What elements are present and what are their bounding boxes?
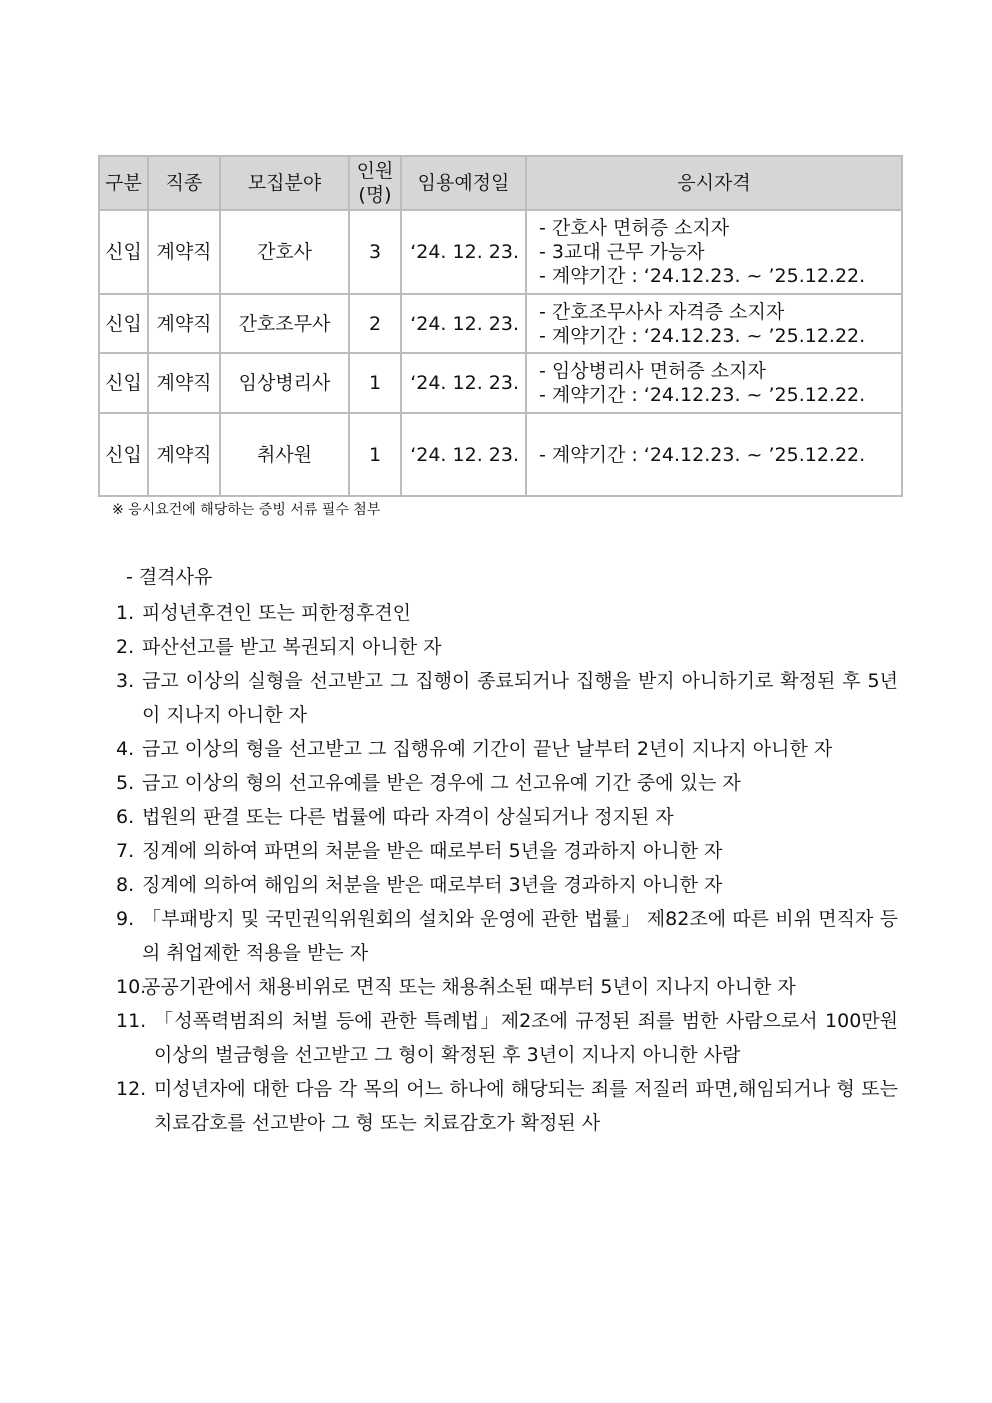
cell-date: ‘24. 12. 23. [401,353,526,413]
cell-date: ‘24. 12. 23. [401,210,526,294]
table-row [99,294,902,353]
table-row [99,353,902,413]
qualification-line: - 임상병리사 면허증 소지자 [539,360,766,382]
table-header-row [99,156,902,210]
list-item-text: 미성년자에 대한 다음 각 목의 어느 하나에 해당되는 죄를 저질러 파면,해임되거나 형 또는 치료감호를 선고받아 그 형 또는 치료감호가 확정된 사 [154,1078,898,1134]
header-date: 임용예정일 [401,156,526,210]
list-item-number: 4. [116,738,135,760]
cell-job-type: 계약직 [148,353,220,413]
cell-field: 간호사 [220,210,349,294]
list-item-number: 6. [116,806,135,828]
table-row [99,210,902,294]
list-item-number: 5. [116,772,135,794]
qualification-line: - 계약기간 : ‘24.12.23. ~ ’25.12.22. [539,324,866,347]
table-footnote: ※ 응시요건에 해당하는 증빙 서류 필수 첨부 [112,502,381,518]
header-qualification: 응시자격 [526,156,902,210]
list-item-number: 12. [116,1078,147,1100]
qualification-line: - 간호사 면허증 소지자 [539,217,730,239]
qualification-line: - 3교대 근무 가능자 [539,241,705,263]
list-item [116,1072,898,1140]
table-row [99,413,902,496]
cell-field: 임상병리사 [220,353,349,413]
cell-qualification [526,210,902,294]
list-item-number: 1. [116,602,135,624]
section-heading: - 결격사유 [126,566,213,588]
qualification-line: - 계약기간 : ‘24.12.23. ~ ’25.12.22. [539,384,866,406]
cell-job-type: 계약직 [148,294,220,353]
list-item-text: 금고 이상의 형의 선고유예를 받은 경우에 그 선고유예 기간 중에 있는 자 [142,772,741,794]
cell-qualification [526,294,902,353]
cell-count: 1 [349,413,401,496]
list-item-number: 11. [116,1010,147,1032]
cell-division: 신입 [99,210,148,294]
cell-qualification [526,353,902,413]
qualification-line: - 계약기간 : ‘24.12.23. ~ ’25.12.22. [539,265,866,287]
qualification-line: - 계약기간 : ‘24.12.23. ~ ’25.12.22. [539,443,866,466]
cell-date: ‘24. 12. 23. [401,413,526,496]
list-item-text: 금고 이상의 형을 선고받고 그 집행유예 기간이 끝난 날부터 2년이 지나지 아니한 자 [142,738,833,760]
list-item-number: 2. [116,636,135,658]
list-item-text: 법원의 판결 또는 다른 법률에 따라 자격이 상실되거나 정지된 자 [142,806,674,828]
qualification-line: - 간호조무사사 자격증 소지자 [539,300,785,323]
header-count [349,156,401,210]
cell-count: 3 [349,210,401,294]
list-item-number: 10. [116,976,147,998]
cell-count: 2 [349,294,401,353]
recruitment-table [98,155,903,497]
cell-field: 취사원 [220,413,349,496]
cell-division: 신입 [99,294,148,353]
list-item [116,800,898,834]
header-field: 모집분야 [220,156,349,210]
list-item-text: 「부패방지 및 국민권익위원회의 설치와 운영에 관한 법률」 제82조에 따른 비위 면직자 등의 취업제한 적용을 받는 자 [142,908,898,964]
cell-count: 1 [349,353,401,413]
list-item [116,902,898,970]
list-item-text: 「성폭력범죄의 처벌 등에 관한 특례법」제2조에 규정된 죄를 범한 사람으로서 100만원 이상의 벌금형을 선고받고 그 형이 확정된 후 3년이 지나지 아니한 사람 [154,1010,898,1066]
header-count-line2: (명) [358,184,392,206]
list-item-text: 파산선고를 받고 복권되지 아니한 자 [142,636,442,658]
list-item [116,970,898,1004]
header-division: 구분 [99,156,148,210]
cell-field: 간호조무사 [220,294,349,353]
list-item-text: 공공기관에서 채용비위로 면직 또는 채용취소된 때부터 5년이 지나지 아니한 자 [142,976,796,998]
cell-qualification [526,413,902,496]
header-job-type: 직종 [148,156,220,210]
list-item-number: 9. [116,908,135,930]
list-item [116,596,898,630]
list-item [116,630,898,664]
list-item-number: 3. [116,670,135,692]
list-item [116,834,898,868]
cell-division: 신입 [99,353,148,413]
header-count-line1: 인원 [356,160,394,182]
cell-job-type: 계약직 [148,210,220,294]
list-item-text: 징계에 의하여 파면의 처분을 받은 때로부터 5년을 경과하지 아니한 자 [142,840,723,862]
cell-job-type: 계약직 [148,413,220,496]
list-item-text: 피성년후견인 또는 피한정후견인 [142,602,412,624]
list-item-number: 8. [116,874,135,896]
list-item [116,766,898,800]
disqualification-section [116,562,898,1140]
list-item [116,664,898,732]
list-item-text: 징계에 의하여 해임의 처분을 받은 때로부터 3년을 경과하지 아니한 자 [142,874,723,896]
list-item [116,868,898,902]
list-item [116,1004,898,1072]
list-item-number: 7. [116,840,135,862]
cell-date: ‘24. 12. 23. [401,294,526,353]
list-item [116,732,898,766]
cell-division: 신입 [99,413,148,496]
list-item-text: 금고 이상의 실형을 선고받고 그 집행이 종료되거나 집행을 받지 아니하기로 확정된 후 5년이 지나지 아니한 자 [142,670,898,726]
